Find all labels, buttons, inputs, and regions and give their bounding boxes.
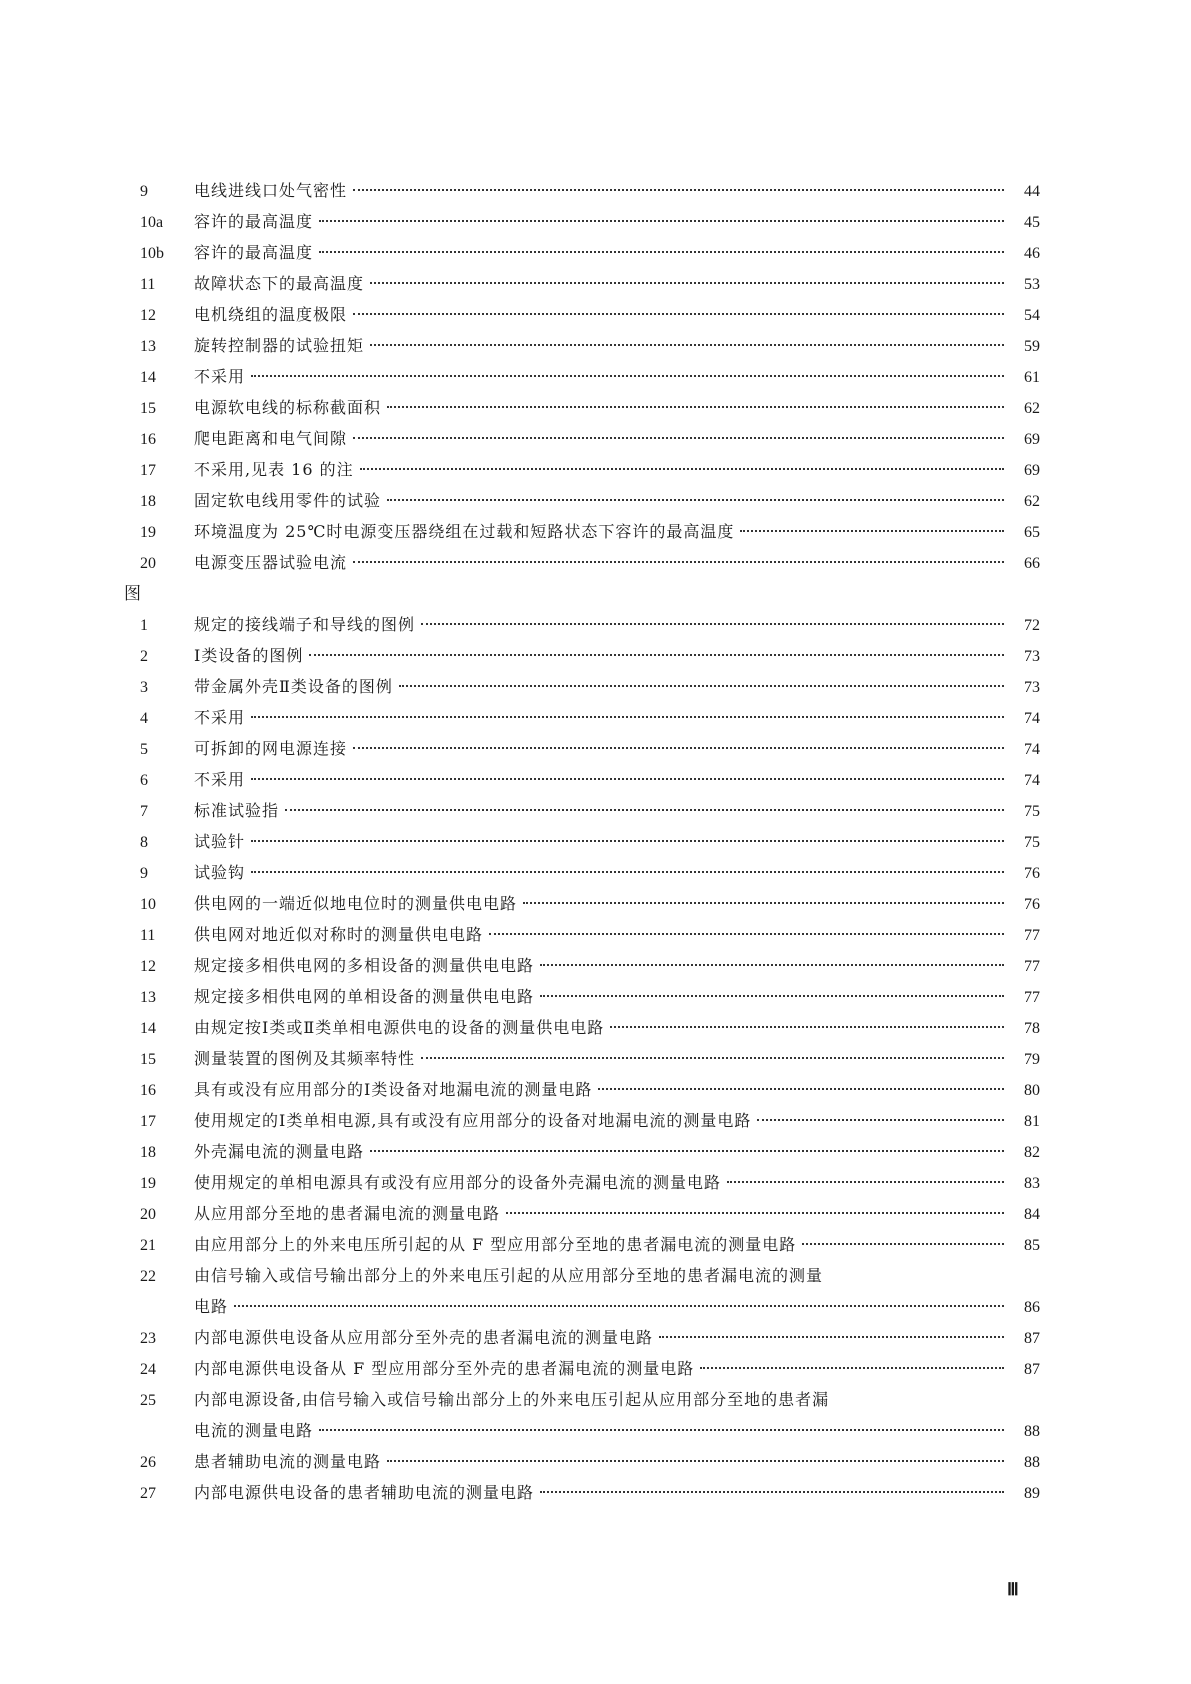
dot-leader bbox=[285, 808, 1004, 811]
toc-entry-number: 19 bbox=[140, 1175, 156, 1192]
toc-entry-number: 14 bbox=[140, 369, 156, 386]
toc-entry-title: 使用规定的Ⅰ类单相电源,具有或没有应用部分的设备对地漏电流的测量电路 bbox=[194, 1111, 752, 1130]
toc-entry-number: 23 bbox=[140, 1330, 156, 1347]
toc-entry-title: 由规定按Ⅰ类或Ⅱ类单相电源供电的设备的测量供电电路 bbox=[194, 1018, 605, 1037]
toc-entry-line bbox=[194, 428, 1040, 451]
tables-list bbox=[140, 178, 1040, 581]
dot-leader bbox=[387, 1459, 1004, 1462]
toc-entry-title: 供电网对地近似对称时的测量供电电路 bbox=[194, 925, 484, 944]
toc-entry[interactable] bbox=[140, 860, 1040, 891]
toc-entry-number: 27 bbox=[140, 1485, 156, 1502]
figures-heading bbox=[124, 581, 1040, 612]
toc-entry-title: 不采用,见表 16 的注 bbox=[194, 460, 354, 479]
toc-entry[interactable] bbox=[140, 1015, 1040, 1046]
toc-entry-page: 75 bbox=[1024, 834, 1040, 851]
toc-entry-title: 外壳漏电流的测量电路 bbox=[194, 1142, 365, 1161]
dot-leader bbox=[598, 1087, 1004, 1090]
dot-leader bbox=[727, 1180, 1004, 1183]
toc-entry-line bbox=[194, 738, 1040, 761]
toc-entry-title: 电机绕组的温度极限 bbox=[194, 305, 348, 324]
toc-entry-number: 2 bbox=[140, 648, 148, 665]
dot-leader bbox=[360, 467, 1004, 470]
toc-entry-number: 5 bbox=[140, 741, 148, 758]
table-of-contents bbox=[124, 178, 1040, 1511]
toc-entry-page: 65 bbox=[1024, 524, 1040, 541]
toc-entry-line bbox=[194, 986, 1040, 1009]
toc-entry-line bbox=[194, 459, 1040, 482]
dot-leader bbox=[802, 1242, 1004, 1245]
toc-entry[interactable] bbox=[140, 922, 1040, 953]
toc-entry-number: 15 bbox=[140, 1051, 156, 1068]
toc-entry-line bbox=[194, 831, 1040, 854]
toc-entry-line bbox=[194, 800, 1040, 823]
toc-entry-page: 59 bbox=[1024, 338, 1040, 355]
toc-entry-number: 19 bbox=[140, 524, 156, 541]
dot-leader bbox=[489, 932, 1004, 935]
toc-entry-page: 69 bbox=[1024, 462, 1040, 479]
toc-entry-number: 17 bbox=[140, 1113, 156, 1130]
toc-entry-line bbox=[194, 397, 1040, 420]
toc-entry-page: 75 bbox=[1024, 803, 1040, 820]
figures-list bbox=[140, 612, 1040, 1511]
dot-leader bbox=[251, 777, 1004, 780]
toc-entry-page: 81 bbox=[1024, 1113, 1040, 1130]
toc-entry-page: 62 bbox=[1024, 493, 1040, 510]
toc-entry[interactable] bbox=[140, 767, 1040, 798]
toc-entry-title: 带金属外壳Ⅱ类设备的图例 bbox=[194, 677, 393, 696]
toc-entry-line bbox=[194, 335, 1040, 358]
dot-leader bbox=[506, 1211, 1004, 1214]
toc-entry-number: 18 bbox=[140, 493, 156, 510]
toc-entry-page: 89 bbox=[1024, 1485, 1040, 1502]
toc-entry-line bbox=[194, 273, 1040, 296]
toc-entry-title: 电流的测量电路 bbox=[194, 1421, 314, 1440]
toc-entry-title: 试验针 bbox=[194, 832, 246, 851]
toc-entry-title: 测量装置的图例及其频率特性 bbox=[194, 1049, 416, 1068]
dot-leader bbox=[353, 436, 1004, 439]
toc-entry-line bbox=[194, 614, 1040, 637]
toc-entry-page: 54 bbox=[1024, 307, 1040, 324]
toc-entry-line bbox=[194, 1110, 1040, 1133]
toc-entry-page: 88 bbox=[1024, 1423, 1040, 1440]
dot-leader bbox=[387, 405, 1004, 408]
toc-entry[interactable] bbox=[140, 178, 1040, 209]
toc-entry-title: 不采用 bbox=[194, 708, 246, 727]
toc-entry-number: 8 bbox=[140, 834, 148, 851]
toc-entry-title: 电源变压器试验电流 bbox=[194, 553, 348, 572]
toc-entry-continuation[interactable] bbox=[140, 1294, 1040, 1325]
toc-entry-number: 12 bbox=[140, 958, 156, 975]
toc-entry-page: 61 bbox=[1024, 369, 1040, 386]
dot-leader bbox=[659, 1335, 1004, 1338]
toc-entry-page: 72 bbox=[1024, 617, 1040, 634]
dot-leader bbox=[700, 1366, 1004, 1369]
dot-leader bbox=[421, 622, 1004, 625]
toc-entry-number: 15 bbox=[140, 400, 156, 417]
toc-entry[interactable] bbox=[140, 1325, 1040, 1356]
toc-entry-page: 44 bbox=[1024, 183, 1040, 200]
toc-entry-line bbox=[194, 1048, 1040, 1071]
toc-entry[interactable] bbox=[140, 240, 1040, 271]
toc-entry[interactable] bbox=[140, 457, 1040, 488]
toc-entry-page: 46 bbox=[1024, 245, 1040, 262]
toc-entry-title: 不采用 bbox=[194, 770, 246, 789]
dot-leader bbox=[757, 1118, 1004, 1121]
toc-entry-number: 10 bbox=[140, 896, 156, 913]
toc-entry[interactable] bbox=[140, 364, 1040, 395]
toc-entry-title: 供电网的一端近似地电位时的测量供电电路 bbox=[194, 894, 518, 913]
toc-entry-title: 容许的最高温度 bbox=[194, 212, 314, 231]
toc-entry-title: 规定接多相供电网的多相设备的测量供电电路 bbox=[194, 956, 535, 975]
toc-entry-line bbox=[194, 676, 1040, 699]
page-number: Ⅲ bbox=[1007, 1580, 1019, 1599]
toc-entry-line bbox=[194, 1358, 1040, 1381]
dot-leader bbox=[353, 312, 1004, 315]
toc-entry-page: 87 bbox=[1024, 1330, 1040, 1347]
dot-leader bbox=[319, 250, 1004, 253]
toc-entry-title: 固定软电线用零件的试验 bbox=[194, 491, 382, 510]
toc-entry-title: 试验钩 bbox=[194, 863, 246, 882]
toc-entry-page: 74 bbox=[1024, 772, 1040, 789]
toc-entry-page: 82 bbox=[1024, 1144, 1040, 1161]
dot-leader bbox=[251, 374, 1004, 377]
toc-entry-continuation[interactable] bbox=[140, 1418, 1040, 1449]
toc-entry-page: 77 bbox=[1024, 958, 1040, 975]
toc-entry-number: 10a bbox=[140, 214, 164, 231]
toc-entry-page: 53 bbox=[1024, 276, 1040, 293]
toc-entry-page: 66 bbox=[1024, 555, 1040, 572]
dot-leader bbox=[251, 715, 1004, 718]
dot-leader bbox=[251, 839, 1004, 842]
toc-entry[interactable] bbox=[140, 1387, 1040, 1418]
toc-entry-line bbox=[194, 552, 1040, 575]
toc-entry-number: 22 bbox=[140, 1268, 156, 1285]
toc-entry-title: 电线进线口处气密性 bbox=[194, 181, 348, 200]
toc-entry-line bbox=[194, 1172, 1040, 1195]
toc-entry-line bbox=[194, 1420, 1040, 1443]
toc-entry-page: 88 bbox=[1024, 1454, 1040, 1471]
toc-entry-line bbox=[194, 769, 1040, 792]
dot-leader bbox=[399, 684, 1004, 687]
toc-entry-line bbox=[194, 1203, 1040, 1226]
toc-entry-page: 73 bbox=[1024, 648, 1040, 665]
toc-entry-number: 25 bbox=[140, 1392, 156, 1409]
toc-entry-title: 电路 bbox=[194, 1297, 229, 1316]
dot-leader bbox=[370, 343, 1004, 346]
toc-entry[interactable] bbox=[140, 1201, 1040, 1232]
figures-heading-label: 图 bbox=[124, 584, 141, 604]
toc-entry-page: 77 bbox=[1024, 927, 1040, 944]
toc-entry-title: 具有或没有应用部分的Ⅰ类设备对地漏电流的测量电路 bbox=[194, 1080, 593, 1099]
toc-entry-page: 87 bbox=[1024, 1361, 1040, 1378]
toc-entry[interactable] bbox=[140, 612, 1040, 643]
dot-leader bbox=[353, 188, 1004, 191]
toc-entry-page: 85 bbox=[1024, 1237, 1040, 1254]
toc-entry-line bbox=[194, 1079, 1040, 1102]
toc-entry-number: 16 bbox=[140, 431, 156, 448]
toc-entry-title: 旋转控制器的试验扭矩 bbox=[194, 336, 365, 355]
toc-entry[interactable] bbox=[140, 674, 1040, 705]
toc-entry-line bbox=[194, 1141, 1040, 1164]
toc-entry-number: 20 bbox=[140, 555, 156, 572]
toc-entry-title: 爬电距离和电气间隙 bbox=[194, 429, 348, 448]
toc-entry-number: 7 bbox=[140, 803, 148, 820]
toc-entry-number: 13 bbox=[140, 338, 156, 355]
dot-leader bbox=[353, 746, 1004, 749]
toc-entry-line bbox=[194, 521, 1040, 544]
toc-entry-title: 规定的接线端子和导线的图例 bbox=[194, 615, 416, 634]
toc-entry-line bbox=[194, 180, 1040, 203]
dot-leader bbox=[319, 219, 1004, 222]
toc-entry[interactable] bbox=[140, 519, 1040, 550]
toc-entry-title: 环境温度为 25℃时电源变压器绕组在过载和短路状态下容许的最高温度 bbox=[194, 522, 735, 541]
toc-entry-title: 使用规定的单相电源具有或没有应用部分的设备外壳漏电流的测量电路 bbox=[194, 1173, 722, 1192]
toc-entry-title: 内部电源供电设备从 F 型应用部分至外壳的患者漏电流的测量电路 bbox=[194, 1359, 695, 1378]
toc-entry-number: 3 bbox=[140, 679, 148, 696]
dot-leader bbox=[740, 529, 1004, 532]
toc-entry-line bbox=[194, 707, 1040, 730]
toc-entry-number: 24 bbox=[140, 1361, 156, 1378]
toc-entry-number: 10b bbox=[140, 245, 164, 262]
toc-entry-line bbox=[194, 366, 1040, 389]
toc-entry-title: 内部电源供电设备的患者辅助电流的测量电路 bbox=[194, 1483, 535, 1502]
toc-entry[interactable] bbox=[140, 333, 1040, 364]
toc-entry-page: 77 bbox=[1024, 989, 1040, 1006]
toc-entry-number: 9 bbox=[140, 183, 148, 200]
dot-leader bbox=[309, 653, 1004, 656]
toc-entry-number: 17 bbox=[140, 462, 156, 479]
toc-entry-title: 故障状态下的最高温度 bbox=[194, 274, 365, 293]
dot-leader bbox=[540, 994, 1004, 997]
dot-leader bbox=[421, 1056, 1004, 1059]
toc-entry-number: 26 bbox=[140, 1454, 156, 1471]
toc-entry-page: 45 bbox=[1024, 214, 1040, 231]
toc-entry-title: 容许的最高温度 bbox=[194, 243, 314, 262]
toc-entry-line bbox=[194, 242, 1040, 265]
dot-leader bbox=[370, 281, 1004, 284]
toc-entry[interactable] bbox=[140, 209, 1040, 240]
toc-entry-number: 18 bbox=[140, 1144, 156, 1161]
toc-entry[interactable] bbox=[140, 1108, 1040, 1139]
toc-entry-title: 内部电源设备,由信号输入或信号输出部分上的外来电压引起从应用部分至地的患者漏 bbox=[194, 1390, 830, 1409]
toc-entry-page: 74 bbox=[1024, 741, 1040, 758]
toc-entry[interactable] bbox=[140, 643, 1040, 674]
toc-entry-number: 14 bbox=[140, 1020, 156, 1037]
toc-entry-line bbox=[194, 1451, 1040, 1474]
toc-entry-title: 标准试验指 bbox=[194, 801, 280, 820]
dot-leader bbox=[540, 963, 1004, 966]
toc-entry-line bbox=[194, 490, 1040, 513]
toc-entry-page: 79 bbox=[1024, 1051, 1040, 1068]
toc-entry[interactable] bbox=[140, 891, 1040, 922]
toc-entry-page: 80 bbox=[1024, 1082, 1040, 1099]
toc-entry-number: 1 bbox=[140, 617, 148, 634]
toc-entry-number: 16 bbox=[140, 1082, 156, 1099]
toc-entry-number: 12 bbox=[140, 307, 156, 324]
toc-entry-number: 11 bbox=[140, 927, 156, 944]
toc-entry[interactable] bbox=[140, 1170, 1040, 1201]
toc-entry-number: 9 bbox=[140, 865, 148, 882]
toc-entry-line bbox=[194, 304, 1040, 327]
toc-entry-title: 从应用部分至地的患者漏电流的测量电路 bbox=[194, 1204, 501, 1223]
toc-entry[interactable] bbox=[140, 426, 1040, 457]
dot-leader bbox=[387, 498, 1004, 501]
toc-entry-number: 4 bbox=[140, 710, 148, 727]
toc-entry-line bbox=[194, 211, 1040, 234]
dot-leader bbox=[234, 1304, 1004, 1307]
toc-entry[interactable] bbox=[140, 488, 1040, 519]
toc-entry[interactable] bbox=[140, 1139, 1040, 1170]
dot-leader bbox=[251, 870, 1004, 873]
toc-entry-line bbox=[194, 893, 1040, 916]
toc-entry-page: 83 bbox=[1024, 1175, 1040, 1192]
toc-entry-line bbox=[194, 1327, 1040, 1350]
toc-entry-line bbox=[194, 645, 1040, 668]
toc-entry-title: 由应用部分上的外来电压所引起的从 F 型应用部分至地的患者漏电流的测量电路 bbox=[194, 1235, 797, 1254]
toc-entry[interactable] bbox=[140, 1077, 1040, 1108]
toc-entry-line bbox=[194, 1234, 1040, 1257]
toc-entry[interactable] bbox=[140, 271, 1040, 302]
toc-entry-page: 76 bbox=[1024, 896, 1040, 913]
toc-entry-page: 73 bbox=[1024, 679, 1040, 696]
toc-entry-page: 76 bbox=[1024, 865, 1040, 882]
toc-entry-title: 不采用 bbox=[194, 367, 246, 386]
toc-entry[interactable] bbox=[140, 395, 1040, 426]
toc-entry[interactable] bbox=[140, 798, 1040, 829]
toc-entry[interactable] bbox=[140, 984, 1040, 1015]
toc-entry-number: 20 bbox=[140, 1206, 156, 1223]
toc-entry[interactable] bbox=[140, 1232, 1040, 1263]
dot-leader bbox=[370, 1149, 1004, 1152]
toc-entry-title: 电源软电线的标称截面积 bbox=[194, 398, 382, 417]
toc-entry[interactable] bbox=[140, 1046, 1040, 1077]
toc-entry-number: 21 bbox=[140, 1237, 156, 1254]
toc-entry[interactable] bbox=[140, 953, 1040, 984]
toc-entry-title: 规定接多相供电网的单相设备的测量供电电路 bbox=[194, 987, 535, 1006]
dot-leader bbox=[540, 1490, 1004, 1493]
toc-entry[interactable] bbox=[140, 829, 1040, 860]
toc-entry[interactable] bbox=[140, 1263, 1040, 1294]
toc-entry-page: 86 bbox=[1024, 1299, 1040, 1316]
toc-entry-line bbox=[194, 924, 1040, 947]
toc-entry-line bbox=[194, 1265, 1040, 1287]
dot-leader bbox=[523, 901, 1004, 904]
toc-entry-line bbox=[194, 1389, 1040, 1411]
toc-entry[interactable] bbox=[140, 302, 1040, 333]
toc-entry-line bbox=[194, 1017, 1040, 1040]
toc-entry[interactable] bbox=[140, 550, 1040, 581]
toc-entry-number: 11 bbox=[140, 276, 156, 293]
toc-entry[interactable] bbox=[140, 1449, 1040, 1480]
dot-leader bbox=[353, 560, 1004, 563]
toc-entry-page: 74 bbox=[1024, 710, 1040, 727]
toc-entry-page: 78 bbox=[1024, 1020, 1040, 1037]
dot-leader bbox=[610, 1025, 1004, 1028]
toc-entry[interactable] bbox=[140, 1480, 1040, 1511]
toc-entry[interactable] bbox=[140, 736, 1040, 767]
toc-entry-page: 62 bbox=[1024, 400, 1040, 417]
toc-entry[interactable] bbox=[140, 1356, 1040, 1387]
toc-entry-title: 由信号输入或信号输出部分上的外来电压引起的从应用部分至地的患者漏电流的测量 bbox=[194, 1266, 824, 1285]
toc-entry-title: Ⅰ类设备的图例 bbox=[194, 646, 304, 665]
toc-entry-line bbox=[194, 862, 1040, 885]
toc-entry-title: 可拆卸的网电源连接 bbox=[194, 739, 348, 758]
toc-entry-line bbox=[194, 1482, 1040, 1505]
toc-entry-number: 13 bbox=[140, 989, 156, 1006]
toc-entry-page: 69 bbox=[1024, 431, 1040, 448]
dot-leader bbox=[319, 1428, 1004, 1431]
toc-entry-line bbox=[194, 1296, 1040, 1319]
toc-entry-page: 84 bbox=[1024, 1206, 1040, 1223]
toc-entry[interactable] bbox=[140, 705, 1040, 736]
toc-entry-number: 6 bbox=[140, 772, 148, 789]
toc-entry-title: 内部电源供电设备从应用部分至外壳的患者漏电流的测量电路 bbox=[194, 1328, 654, 1347]
toc-entry-line bbox=[194, 955, 1040, 978]
toc-entry-title: 患者辅助电流的测量电路 bbox=[194, 1452, 382, 1471]
